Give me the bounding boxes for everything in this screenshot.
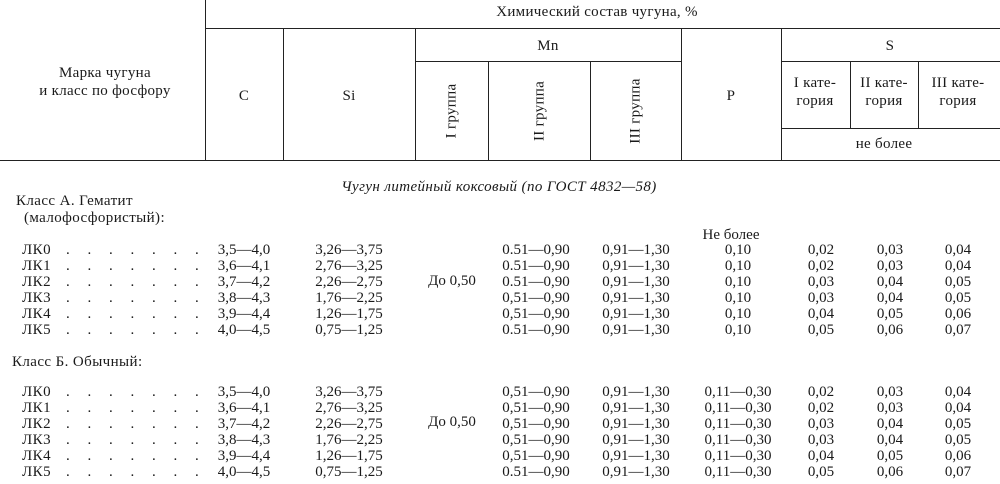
class-b-mn-group1-value: До 0,50 (428, 414, 476, 430)
cell-si: 2,26—2,75 (315, 416, 383, 432)
cell-c: 3,6—4,1 (217, 400, 271, 416)
leader-dots: . . . . . . . (66, 400, 206, 416)
grade-column-header-line1: Марка чугуна (59, 65, 151, 81)
cell-mn2: 0.51—0,90 (502, 464, 570, 480)
divider-mn1 (488, 62, 489, 160)
cell-s1: 0,02 (807, 242, 835, 258)
grade-label: ЛК4 (22, 306, 52, 322)
cell-mn3: 0,91—1,30 (602, 290, 670, 306)
grade-label: ЛК1 (22, 258, 52, 274)
cell-s3: 0,06 (944, 306, 972, 322)
cell-s1: 0,03 (807, 416, 835, 432)
cell-p: 0,10 (724, 242, 752, 258)
cell-s2: 0,06 (876, 322, 904, 338)
p-column-header: P (726, 88, 736, 104)
cell-c: 3,6—4,1 (217, 258, 271, 274)
s-category-1-header: I кате- гория (793, 75, 837, 109)
grade-label: ЛК2 (22, 416, 52, 432)
cell-s3: 0,05 (944, 432, 972, 448)
cell-si: 0,75—1,25 (315, 322, 383, 338)
cell-s1: 0,04 (807, 448, 835, 464)
cell-p: 0,10 (724, 306, 752, 322)
cell-mn2: 0.51—0,90 (502, 274, 570, 290)
leader-dots: . . . . . . . (66, 432, 206, 448)
divider-grade (205, 0, 206, 160)
cell-p: 0,11—0,30 (704, 432, 772, 448)
leader-dots: . . . . . . . (66, 416, 206, 432)
cell-p: 0,10 (724, 290, 752, 306)
cell-mn2: 0,51—0,90 (502, 306, 570, 322)
cell-si: 2,76—3,25 (315, 258, 383, 274)
cell-s1: 0,03 (807, 290, 835, 306)
cell-s1: 0,02 (807, 384, 835, 400)
mn-group-1-header: I группа (443, 83, 460, 139)
cell-mn3: 0,91—1,30 (602, 416, 670, 432)
divider-s2 (918, 62, 919, 128)
cell-p: 0,11—0,30 (704, 416, 772, 432)
cell-si: 2,76—3,25 (315, 400, 383, 416)
grade-label: ЛК3 (22, 290, 52, 306)
cell-si: 0,75—1,25 (315, 464, 383, 480)
cell-c: 3,7—4,2 (217, 416, 271, 432)
cell-s2: 0,05 (876, 306, 904, 322)
group-title: Химический состав чугуна, % (496, 4, 698, 20)
cell-s1: 0,04 (807, 306, 835, 322)
class-b-title: Класс Б. Обычный: (12, 354, 143, 370)
divider-s1 (850, 62, 851, 128)
cell-s3: 0,04 (944, 384, 972, 400)
cell-mn3: 0,91—1,30 (602, 432, 670, 448)
cell-mn2: 0,51—0,90 (502, 432, 570, 448)
cell-mn2: 0,51—0,90 (502, 290, 570, 306)
cell-s2: 0,04 (876, 432, 904, 448)
leader-dots: . . . . . . . (66, 258, 206, 274)
s-category-3-header: III кате- гория (931, 75, 985, 109)
cell-c: 3,7—4,2 (217, 274, 271, 290)
cell-mn3: 0,91—1,30 (602, 322, 670, 338)
cell-s1: 0,05 (807, 464, 835, 480)
cell-si: 3,26—3,75 (315, 384, 383, 400)
cell-si: 1,76—2,25 (315, 432, 383, 448)
leader-dots: . . . . . . . (66, 384, 206, 400)
cell-s1: 0,02 (807, 400, 835, 416)
cell-mn2: 0.51—0,90 (502, 242, 570, 258)
cell-s2: 0,04 (876, 290, 904, 306)
cell-p: 0,11—0,30 (704, 400, 772, 416)
cell-mn2: 0,51—0,90 (502, 416, 570, 432)
grade-label: ЛК3 (22, 432, 52, 448)
cell-mn2: 0.51—0,90 (502, 258, 570, 274)
divider-si (415, 29, 416, 160)
cell-p: 0,11—0,30 (704, 448, 772, 464)
grade-label: ЛК2 (22, 274, 52, 290)
cell-c: 4,0—4,5 (217, 322, 271, 338)
cell-s2: 0,04 (876, 416, 904, 432)
mn-column-header: Mn (537, 38, 559, 54)
cell-si: 2,26—2,75 (315, 274, 383, 290)
rule-under-group-title (205, 28, 1000, 29)
grade-column-header-line2: и класс по фосфору (39, 83, 171, 99)
cell-si: 1,76—2,25 (315, 290, 383, 306)
cell-s3: 0,07 (944, 322, 972, 338)
cell-mn3: 0,91—1,30 (602, 464, 670, 480)
cell-p: 0,10 (724, 258, 752, 274)
leader-dots: . . . . . . . (66, 306, 206, 322)
grade-label: ЛК1 (22, 400, 52, 416)
divider-mn (681, 29, 682, 160)
grade-label: ЛК0 (22, 384, 52, 400)
cell-mn2: 0,51—0,90 (502, 448, 570, 464)
rule-header-bottom (0, 160, 1000, 161)
cell-si: 1,26—1,75 (315, 306, 383, 322)
cell-si: 3,26—3,75 (315, 242, 383, 258)
cell-s1: 0,03 (807, 274, 835, 290)
cell-c: 3,8—4,3 (217, 432, 271, 448)
class-a-title-line1: Класс А. Гематит (16, 193, 133, 209)
mn-group-2-header: II группа (531, 80, 548, 142)
section-title: Чугун литейный коксовый (по ГОСТ 4832—58) (341, 179, 657, 195)
cell-s2: 0,03 (876, 258, 904, 274)
class-a-mn-group1-value: До 0,50 (428, 273, 476, 289)
cell-mn2: 0,51—0,90 (502, 384, 570, 400)
leader-dots: . . . . . . . (66, 448, 206, 464)
grade-column-header (39, 64, 170, 100)
grade-label: ЛК5 (22, 322, 52, 338)
leader-dots: . . . . . . . (66, 274, 206, 290)
cell-s1: 0,02 (807, 258, 835, 274)
s-category-2-header: II кате- гория (860, 75, 908, 109)
cell-s3: 0,04 (944, 400, 972, 416)
rule-under-mn (415, 61, 681, 62)
cell-c: 3,5—4,0 (217, 384, 271, 400)
cell-p: 0,10 (724, 274, 752, 290)
cell-mn2: 0.51—0,90 (502, 322, 570, 338)
s-not-more-note: не более (855, 136, 913, 152)
cell-s1: 0,05 (807, 322, 835, 338)
mn-group-3-header: III группа (627, 78, 644, 144)
leader-dots: . . . . . . . (66, 464, 206, 480)
cell-mn3: 0,91—1,30 (602, 258, 670, 274)
cell-c: 3,8—4,3 (217, 290, 271, 306)
cell-p: 0,10 (724, 322, 752, 338)
cell-s3: 0,04 (944, 242, 972, 258)
cell-s3: 0,05 (944, 290, 972, 306)
s-column-header: S (885, 38, 895, 54)
cell-mn3: 0,91—1,30 (602, 274, 670, 290)
cell-mn3: 0,91—1,30 (602, 242, 670, 258)
cell-s2: 0,03 (876, 400, 904, 416)
cell-mn3: 0,91—1,30 (602, 306, 670, 322)
cell-s3: 0,04 (944, 258, 972, 274)
cell-mn3: 0,91—1,30 (602, 400, 670, 416)
cell-p: 0,11—0,30 (704, 464, 772, 480)
class-a-p-note: Не более (702, 227, 760, 243)
class-a-title-line2: (малофосфористый): (24, 210, 166, 226)
cell-s3: 0,05 (944, 274, 972, 290)
cell-mn3: 0,91—1,30 (602, 384, 670, 400)
cell-c: 3,9—4,4 (217, 448, 271, 464)
cell-s2: 0,04 (876, 274, 904, 290)
leader-dots: . . . . . . . (66, 322, 206, 338)
c-column-header: C (238, 88, 250, 104)
cell-c: 3,5—4,0 (217, 242, 271, 258)
divider-mn2 (590, 62, 591, 160)
cell-mn2: 0,51—0,90 (502, 400, 570, 416)
cell-s3: 0,06 (944, 448, 972, 464)
cell-s1: 0,03 (807, 432, 835, 448)
cell-s3: 0,05 (944, 416, 972, 432)
cell-p: 0,11—0,30 (704, 384, 772, 400)
cell-s2: 0,03 (876, 242, 904, 258)
cell-si: 1,26—1,75 (315, 448, 383, 464)
cell-mn3: 0,91—1,30 (602, 448, 670, 464)
cell-c: 4,0—4,5 (217, 464, 271, 480)
grade-label: ЛК0 (22, 242, 52, 258)
leader-dots: . . . . . . . (66, 290, 206, 306)
rule-under-s-categories (781, 128, 1000, 129)
grade-label: ЛК5 (22, 464, 52, 480)
divider-p (781, 29, 782, 160)
si-column-header: Si (342, 88, 356, 104)
cell-s2: 0,05 (876, 448, 904, 464)
divider-c (283, 29, 284, 160)
cell-s2: 0,03 (876, 384, 904, 400)
cell-s2: 0,06 (876, 464, 904, 480)
cell-c: 3,9—4,4 (217, 306, 271, 322)
rule-under-s (781, 61, 1000, 62)
cell-s3: 0,07 (944, 464, 972, 480)
grade-label: ЛК4 (22, 448, 52, 464)
leader-dots: . . . . . . . (66, 242, 206, 258)
